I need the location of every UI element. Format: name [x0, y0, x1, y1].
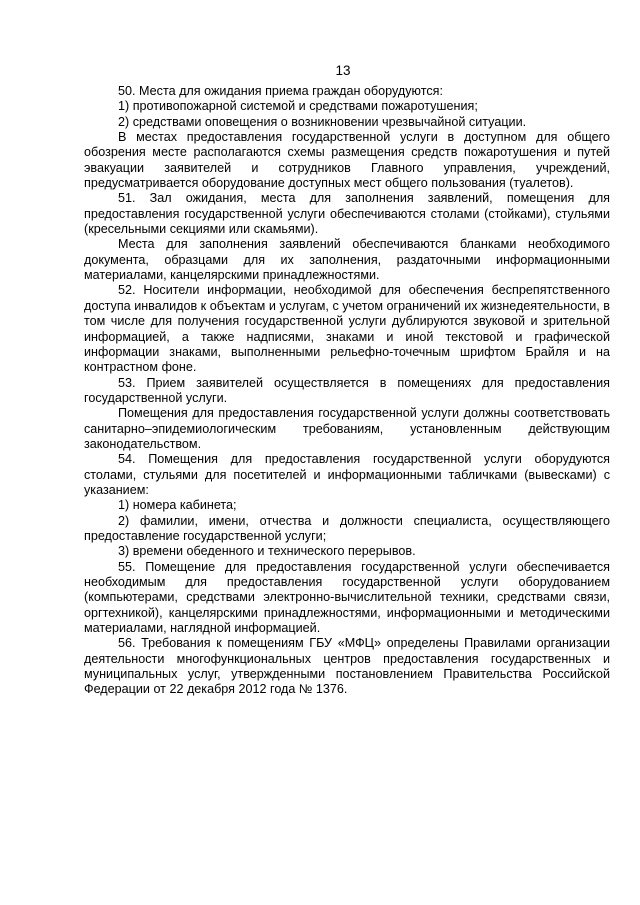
paragraph-52: 52. Носители информации, необходимой для обеспечения беспрепятственного доступа инвалидов к объектам и услугам, с учетом ограничений их жизнедеятельности, в том числе для получения государственной услуги дублируются звуковой и зрительной информацией, а также надписями, знаками и иной текстовой и графической информации знаками, выполненными рельефно-точечным шрифтом Брайля и на контрастном фоне.	[84, 283, 610, 375]
list-item-50-2: 2) средствами оповещения о возникновении чрезвычайной ситуации.	[118, 114, 527, 129]
paragraph-50: 50. Места для ожидания приема граждан оборудуются:	[118, 84, 443, 98]
paragraph-56: 56. Требования к помещениям ГБУ «МФЦ» определены Правилами организации деятельности многофункциональных центров предоставления государственных и муниципальных услуг, утвержденными постановлением Правительства Российской Федерации от 22 декабря 2012 года № 1376.	[84, 636, 610, 697]
paragraph-evacuation-schemes: В местах предоставления государственной услуги в доступном для общего обозрения месте располагаются схемы размещения средств пожаротушения и путей эвакуации заявителей и сотрудников Главного управления, учреждений, предусматривается оборудование доступных мест общего пользования (туалетов).	[84, 130, 610, 191]
paragraph-51: 51. Зал ожидания, места для заполнения заявлений, помещения для предоставления государственной услуги обеспечиваются столами (стойками), стульями (кресельными секциями или скамьями).	[84, 191, 610, 237]
paragraph-54: 54. Помещения для предоставления государственной услуги оборудуются столами, стульями для посетителей и информационными табличками (вывесками) с указанием:	[84, 452, 610, 497]
list-item-54-2: 2) фамилии, имени, отчества и должности специалиста, осуществляющего предоставление государственной услуги;	[84, 513, 610, 543]
paragraph-sanitary-requirements: Помещения для предоставления государственной услуги должны соответствовать санитарно–эпидемиологическим требованиям, установленным действующим законодательством.	[84, 406, 610, 451]
paragraph-application-forms: Места для заполнения заявлений обеспечиваются бланками необходимого документа, образцами для их заполнения, раздаточными информационными материалами, канцелярскими принадлежностями.	[84, 237, 610, 283]
paragraph-55: 55. Помещение для предоставления государственной услуги обеспечивается необходимым для предоставления государственной услуги оборудованием (компьютерами, средствами электронно-вычислительной техники, средствами связи, оргтехникой), канцелярскими принадлежностями, информационными и методическими материалами, наглядной информацией.	[84, 559, 610, 636]
page-number: 13	[335, 63, 351, 78]
list-item-54-3: 3) времени обеденного и технического перерывов.	[118, 544, 416, 559]
paragraph-53: 53. Прием заявителей осуществляется в помещениях для предоставления государственной услуги.	[84, 375, 610, 405]
document-body	[84, 84, 610, 698]
list-item-50-1: 1) противопожарной системой и средствами пожаротушения;	[118, 99, 478, 114]
list-item-54-1: 1) номера кабинета;	[118, 498, 237, 513]
